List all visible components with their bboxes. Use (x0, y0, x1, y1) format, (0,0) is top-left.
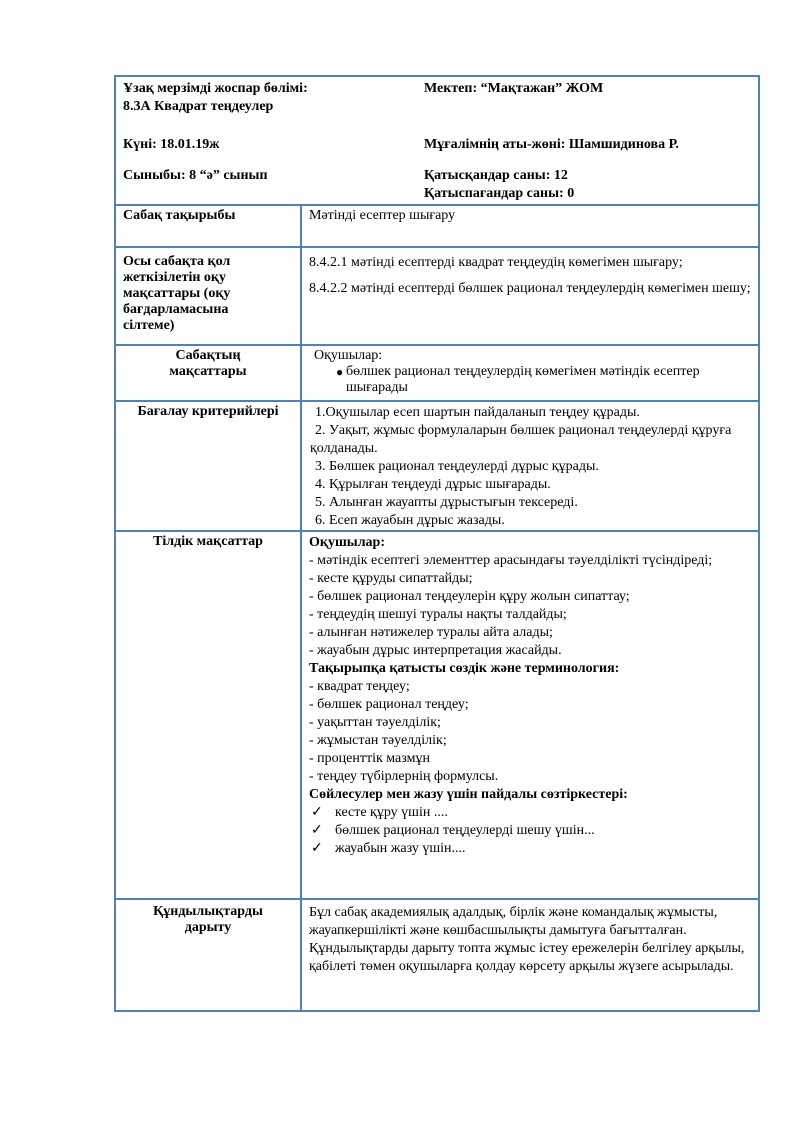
bullet-dot-icon: ● (336, 365, 344, 379)
terms-heading: Тақырыпқа қатысты сөздік және терминология: (309, 661, 620, 676)
term-item: - квадрат теңдеу; (309, 679, 410, 694)
criteria-row (115, 401, 759, 531)
term-item: - бөлшек рационал теңдеу; (309, 697, 469, 712)
lesson-plan-table (114, 75, 760, 1012)
language-item: - бөлшек рационал теңдеулерін құру жолын сипаттау; (309, 589, 630, 604)
objective-item: 8.4.2.1 мәтінді есептерді квадрат теңдеудің көмегімен шығару; (309, 255, 683, 270)
objective-item: 8.4.2.2 мәтінді есептерді бөлшек рационал теңдеулердің көмегімен шешу; (309, 281, 751, 296)
values-row (115, 899, 759, 1011)
phrases-heading: Сөйлесулер мен жазу үшін пайдалы сөзтіркестері: (309, 787, 628, 802)
lesson-date: Күні: 18.01.19ж (123, 137, 220, 152)
phrase-item: ✓ жауабын жазу үшін.... (311, 841, 466, 856)
checkmark-icon: ✓ (311, 823, 323, 838)
objectives-row (115, 247, 759, 345)
language-item: - жауабын дұрыс интерпретация жасайды. (309, 643, 562, 658)
language-item: - теңдеудің шешуі туралы нақты талдайды; (309, 607, 567, 622)
absent-count: Қатыспағандар саны: 0 (424, 186, 575, 201)
checkmark-icon: ✓ (311, 805, 323, 820)
topic-row (115, 205, 759, 247)
header-block (116, 77, 758, 204)
header-row (115, 76, 759, 205)
lesson-goals-intro: Оқушылар: (314, 348, 383, 363)
unit-title: 8.3А Квадрат теңдеулер (123, 99, 274, 114)
lesson-goals-content (302, 346, 758, 396)
lesson-goals-row (115, 345, 759, 401)
criterion-item: 4. Құрылған теңдеуді дұрыс шығарады. (315, 477, 551, 492)
language-item: - алынған нәтижелер туралы айта алады; (309, 625, 553, 640)
criteria-label: Бағалау критерийлері (137, 404, 279, 419)
phrase-item: ✓ кесте құру үшін .... (311, 805, 448, 820)
objectives-label: Осы сабақта қол жеткізілетін оқу мақсаттары (оқу бағдарламасына сілтеме) (123, 254, 231, 333)
term-item: - жұмыстан тәуелділік; (309, 733, 447, 748)
criteria-list (302, 402, 758, 530)
term-item: - проценттік мазмұн (309, 751, 430, 766)
topic-label: Сабақ тақырыбы (123, 208, 236, 223)
present-count: Қатысқандар саны: 12 (424, 168, 568, 183)
school-name: Мектеп: “Мақтажан” ЖОМ (424, 81, 604, 96)
lesson-goals-label: Сабақтың мақсаттары (169, 348, 247, 379)
language-content (302, 532, 758, 858)
criterion-item: 5. Алынған жауапты дұрыстығын тексереді. (315, 495, 578, 510)
language-item: - мәтіндік есептегі элементтер арасындағы тәуелділікті түсіндіреді; (309, 553, 713, 568)
plan-section-label: Ұзақ мерзімді жоспар бөлімі: (123, 81, 308, 96)
language-item: - кесте құруды сипаттайды; (309, 571, 473, 586)
values-label: Құндылықтарды дарыту (153, 904, 263, 935)
term-item: - уақыттан тәуелділік; (309, 715, 441, 730)
language-label: Тілдік мақсаттар (153, 534, 263, 549)
students-heading: Оқушылар: (309, 535, 386, 550)
term-item: - теңдеу түбірлернің формулсы. (309, 769, 499, 784)
criterion-item: 6. Есеп жауабын дұрыс жазады. (315, 513, 505, 528)
teacher-name: Мұғалімнің аты-жөні: Шамшидинова Р. (424, 137, 679, 152)
values-text: Бұл сабақ академиялық адалдық, бірлік және командалық жұмысты, жауапкершілікті және көшбасшылықты дамытуға бағытталған. Құндылықтарды дарыту топта жұмыс істеу ережелерін белгілеу арқылы, қабілеті төмен оқушыларға қолдау көрсету арқылы жүзеге асырылады. (309, 905, 745, 974)
language-row (115, 531, 759, 899)
topic-value: Мәтінді есептер шығару (309, 208, 456, 223)
criterion-item: 3. Бөлшек рационал теңдеулерді дұрыс құрады. (315, 459, 599, 474)
checkmark-icon: ✓ (311, 841, 323, 856)
class-name: Сыныбы: 8 “ә” сынып (123, 168, 268, 183)
phrase-item: ✓ бөлшек рационал теңдеулерді шешу үшін... (311, 823, 595, 838)
criterion-item: 1.Оқушылар есеп шартын пайдаланып теңдеу құрады. (315, 405, 640, 420)
objectives-list (302, 248, 758, 300)
criterion-item: 2. Уақыт, жұмыс формулаларын бөлшек рационал теңдеулерді құруға қолданады. (310, 423, 732, 456)
lesson-goal-item: ● бөлшек рационал теңдеулердің көмегімен мәтіндік есептер шығарады (336, 364, 700, 395)
